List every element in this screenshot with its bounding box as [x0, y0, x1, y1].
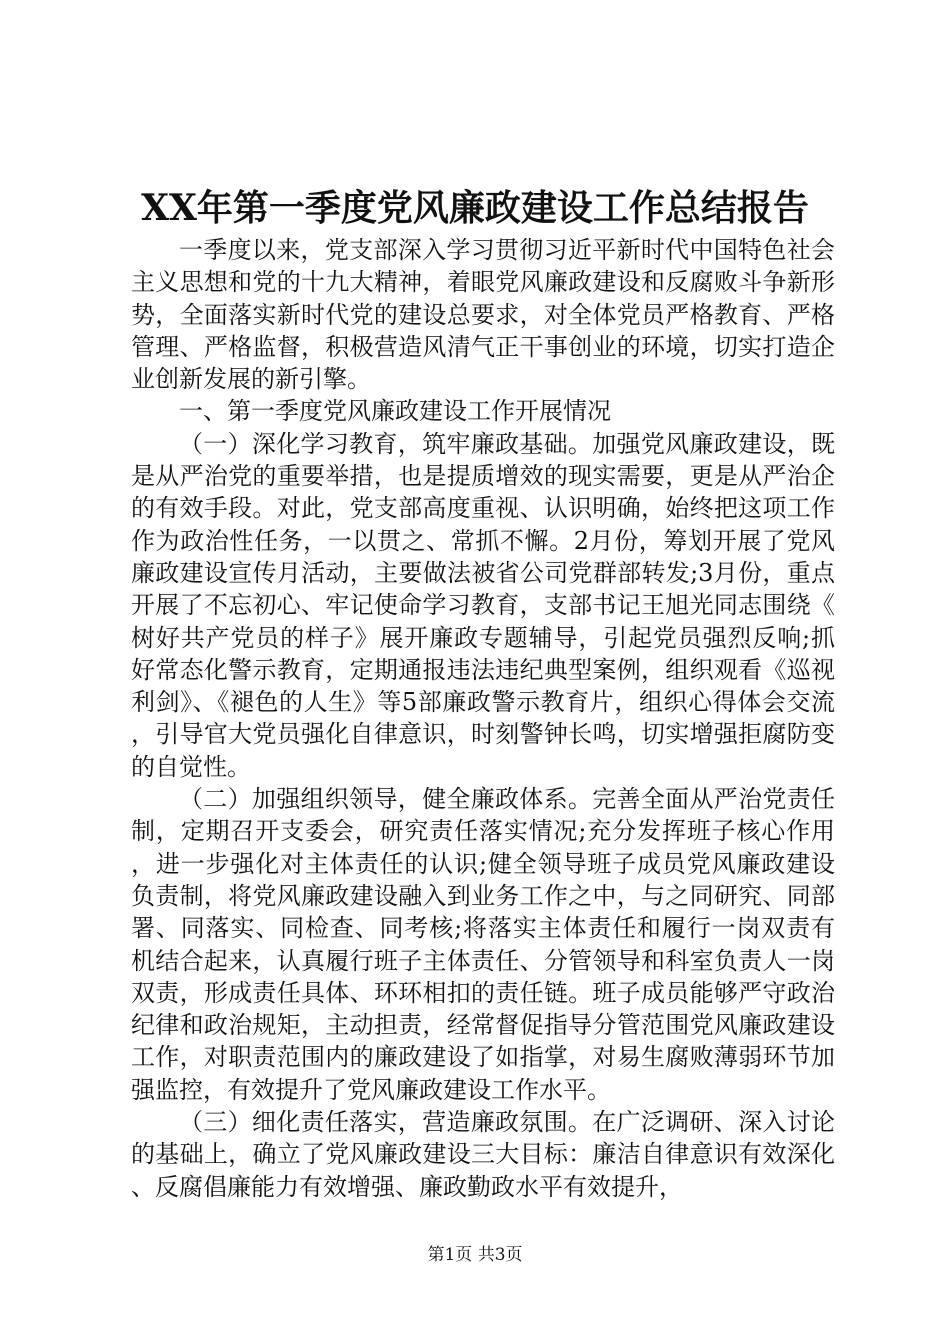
section-heading: 一、第一季度党风廉政建设工作开展情况: [179, 397, 611, 426]
subsection-paragraph-2: （二）加强组织领导，健全廉政体系。完善全面从严治党责任制，定期召开支委会，研究责任落实情况;充分发挥班子核心作用，进一步强化对主体责任的认识;健全领导班子成员党风廉政建设负责制，将党风廉政建设融入到业务工作之中，与之同研究、同部署、同落实、同检查、同考核;将落实主体责任和履行一岗双责有机结合起来，认真履行班子主体责任、分管领导和科室负责人一岗双责，形成责任具体、环环相扣的责任链。班子成员能够严守政治纪律和政治规矩，主动担责，经常督促指导分管范围党风廉政建设工作，对职责范围内的廉政建设了如指掌，对易生腐败薄弱环节加强监控，有效提升了党风廉政建设工作水平。: [131, 785, 835, 1104]
page-footer: 第1页 共3页: [427, 1245, 523, 1265]
subsection-paragraph-1: （一）深化学习教育，筑牢廉政基础。加强党风廉政建设，既是从严治党的重要举措，也是提质增效的现实需要，更是从严治企的有效手段。对此，党支部高度重视、认识明确，始终把这项工作作为政治性任务，一以贯之、常抓不懈。2月份，筹划开展了党风廉政建设宣传月活动，主要做法被省公司党群部转发;3月份，重点开展了不忘初心、牢记使命学习教育，支部书记王旭光同志围绕《树好共产党员的样子》展开廉政专题辅导，引起党员强烈反响;抓好常态化警示教育，定期通报违法违纪典型案例，组织观看《巡视利剑》、《褪色的人生》等5部廉政警示教育片，组织心得体会交流，引导官大党员强化自律意识，时刻警钟长鸣，切实增强拒腐防变的自觉性。: [131, 429, 835, 781]
document-body: [131, 234, 835, 1203]
subsection-paragraph-3: （三）细化责任落实，营造廉政氛围。在广泛调研、深入讨论的基础上，确立了党风廉政建设三大目标：廉洁自律意识有效深化、反腐倡廉能力有效增强、廉政勤政水平有效提升，: [131, 1108, 835, 1201]
intro-paragraph: 一季度以来，党支部深入学习贯彻习近平新时代中国特色社会主义思想和党的十九大精神，着眼党风廉政建设和反腐败斗争新形势，全面落实新时代党的建设总要求，对全体党员严格教育、严格管理、严格监督，积极营造风清气正干事创业的环境，切实打造企业创新发展的新引擎。: [131, 236, 835, 394]
document-title: XX年第一季度党风廉政建设工作总结报告: [141, 187, 809, 229]
